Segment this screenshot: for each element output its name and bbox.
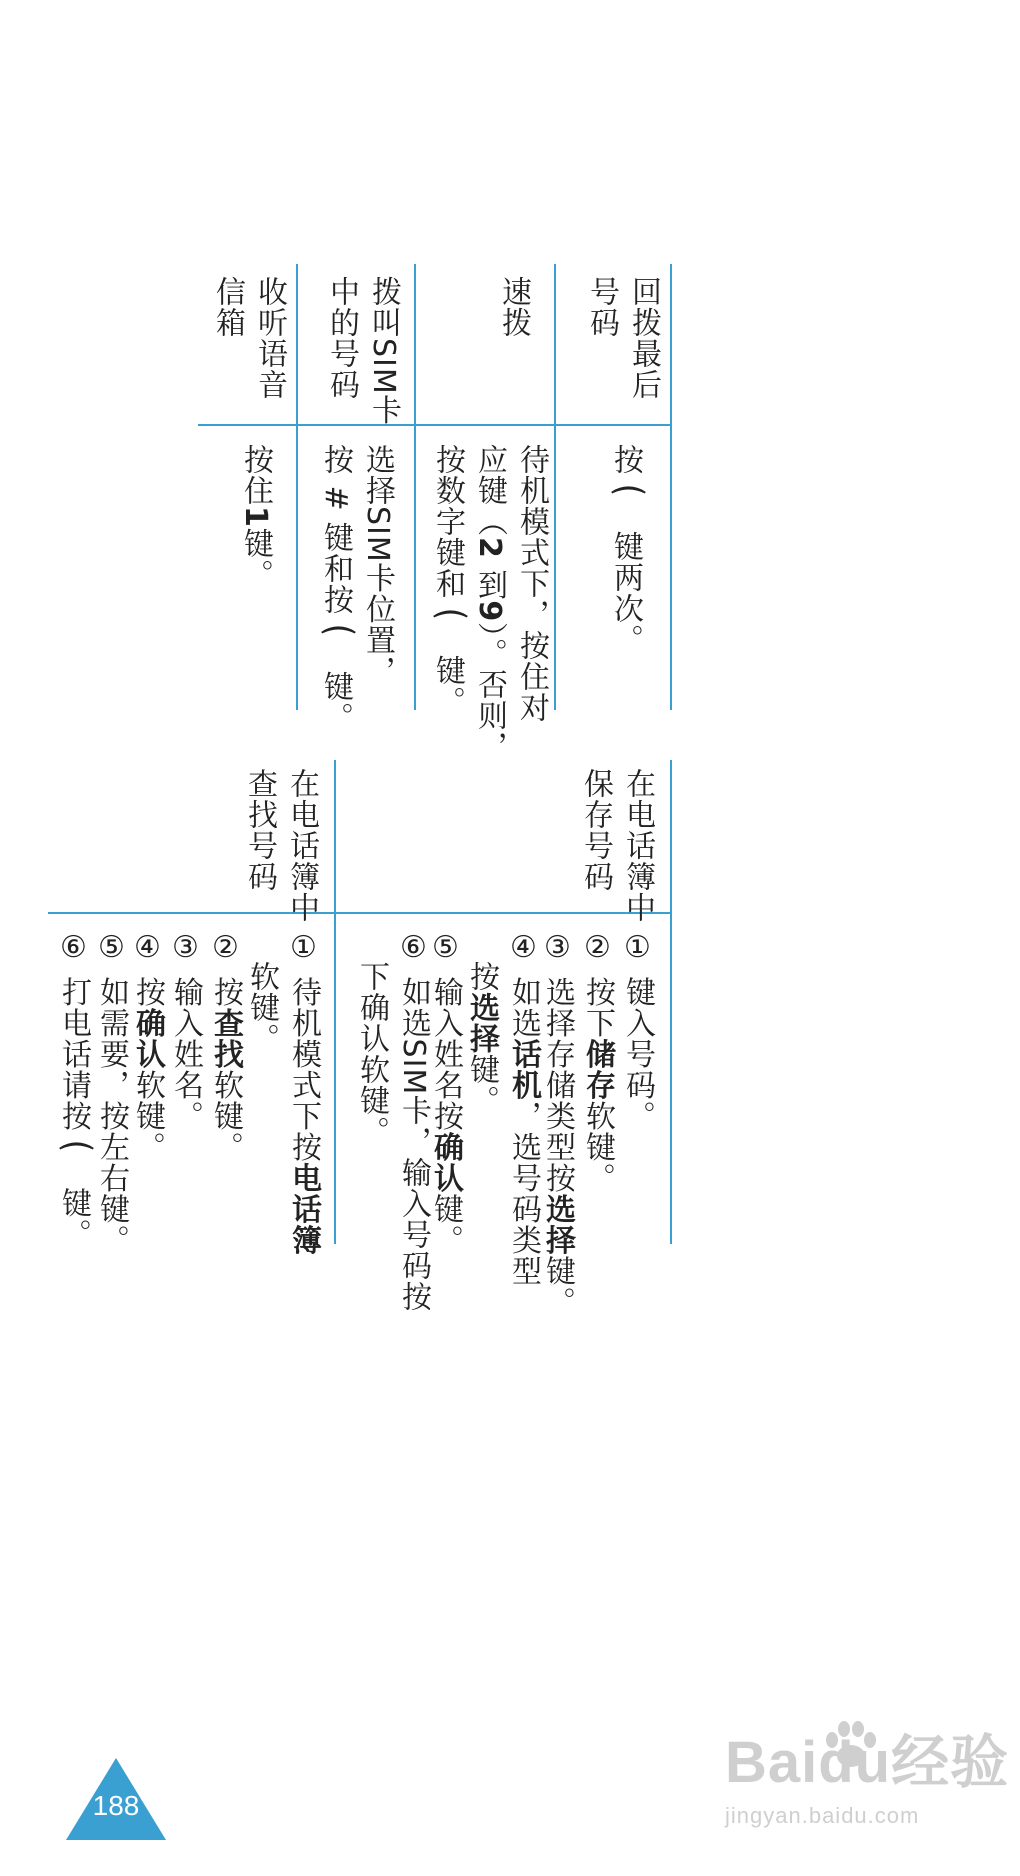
phone-send-key-icon: ⌒: [315, 625, 355, 661]
table1-row-line-4: [296, 264, 298, 710]
table1-label-3: 拨叫SIM卡 中的号码: [324, 276, 401, 426]
table2-label-1: 在电话簿中 保存号码: [578, 768, 655, 923]
table2-row-line-2: [334, 760, 336, 1244]
watermark: [725, 1715, 1009, 1829]
table2-row-line-1: [670, 760, 672, 1244]
table1-content-3: 选择SIM卡位置， 按 # 键和按 ⌒ 键。: [315, 444, 395, 734]
table2-row1-step-4: ④ 如选话机，选号码类型 按选择键。: [464, 930, 541, 1287]
table2-row2-step-5: ⑤ 如需要，按左右键。: [94, 930, 129, 1256]
table1-row-line-2: [554, 264, 556, 710]
table1-label-4: 收听语音 信箱: [210, 276, 287, 400]
table2-row2-step-2: ② 按查找软键。: [208, 930, 243, 1163]
table2-row1-step-5: ⑤ 输入姓名按确认键。: [428, 930, 463, 1256]
page-number: 188: [92, 1790, 140, 1821]
table2-row1-step-3: ③ 选择存储类型按选择键。: [540, 930, 575, 1318]
table2-row2-step-6: ⑥ 打电话请按 ⌒ 键。: [53, 930, 93, 1250]
table1-content-1: 按 ⌒ 键两次。: [605, 444, 645, 656]
table1-content-2: 待机模式下，按住对 应键（2 到9）。否则， 按数字键和 ⌒ 键。: [427, 444, 549, 763]
table2-row1-step-2: ② 按下储存软键。: [580, 930, 615, 1194]
table2-row2-step-4: ④ 按确认软键。: [130, 930, 165, 1163]
watermark-url: jingyan.baidu.com: [725, 1803, 920, 1828]
table1-label-2: 速拨: [496, 276, 531, 338]
table2-row2-step-3: ③ 输入姓名。: [168, 930, 203, 1132]
table2-row1-step-6: ⑥ 如选SIM卡，输入号码按 下确认软键。: [354, 930, 431, 1313]
watermark-logo: Baidu经验: [725, 1730, 1010, 1795]
table2-label-2: 在电话簿中 查找号码: [242, 768, 319, 923]
table2-row2-step-1: ① 待机模式下按电话簿 软键。: [244, 930, 321, 1256]
phone-send-key-icon: ⌒: [427, 609, 467, 645]
table1-row-line-1: [670, 264, 672, 710]
phone-send-key-icon: ⌒: [605, 485, 645, 521]
table1-label-1: 回拨最后 号码: [584, 276, 661, 400]
table1-content-4: 按住1键。: [238, 444, 273, 590]
table2-row1-step-1: ① 键入号码。: [620, 930, 655, 1132]
table1-row-line-3: [414, 264, 416, 710]
table1-divider: [198, 424, 670, 426]
phone-send-key-icon: ⌒: [53, 1142, 93, 1178]
